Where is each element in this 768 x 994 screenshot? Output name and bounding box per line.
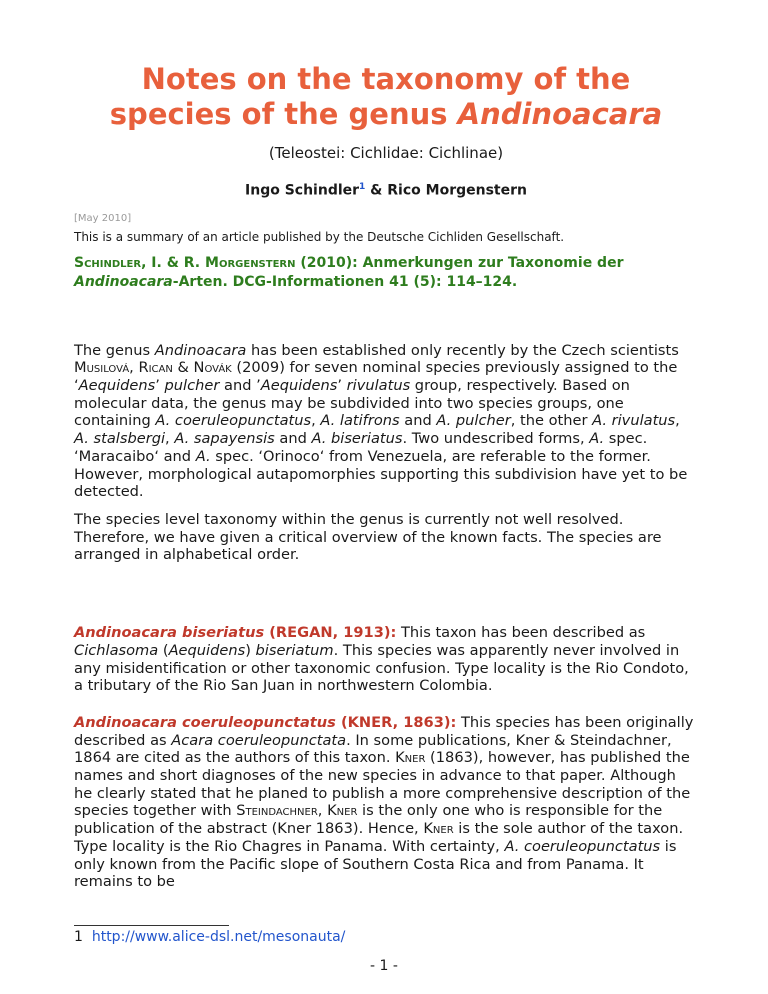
footnote-ref[interactable]: 1 — [359, 182, 366, 192]
species-entry-biseriatus: Andinoacara biseriatus (REGAN, 1913): This taxon has been described as Cichlasoma (Aequidens) biseriatum. This species was apparently never involved in any misidentification or other taxonomic confusion. Type locality is the Rio Condoto, a tributary of the Rio San Juan in northwestern Colombia. — [74, 624, 689, 695]
summary-note: This is a summary of an article published by the Deutsche Cichliden Gesellschaft. — [74, 229, 565, 244]
authors: Ingo Schindler$^1$ & Rico Morgenstern — [245, 182, 527, 199]
date: [May 2010] — [74, 212, 132, 224]
document-page — [74, 62, 698, 891]
page-number: - 1 - — [370, 958, 398, 974]
intro-paragraph-1: The genus Andinoacara has been established only recently by the Czech scientists Musilová, Rican & Novák (2009) for seven nominal species previously assigned to the ‘Aequidens’ pulcher and ’Aequidens’ rivulatus group, respectively. Based on molecular data, the genus may be subdivided into two species groups, one containing A. coeruleopunctatus, A. latifrons and A. pulcher, the other A. rivulatus, A. stalsbergi, A. sapayensis and A. biseriatus. Two undescribed forms, A. spec. ‘Maracaibo‘ and A. spec. ‘Orinoco‘ from Venezuela, are referable to the former. However, morphological autapomorphies supporting this subdivision have yet to be detected. — [74, 341, 688, 501]
page-title: Notes on the taxonomy of the species of the genus Andinoacara — [109, 62, 663, 131]
species-name: Andinoacara coeruleopunctatus — [74, 713, 336, 731]
title-genus: Andinoacara — [457, 97, 663, 131]
species-entry-coeruleopunctatus: Andinoacara coeruleopunctatus (KNER, 1863): This species has been originally described as Acara coeruleopunctata. In some publications, Kner & Steindachner, 1864 are cited as the authors of this taxon. Kner (1863), however, has published the names and short diagnoses of the new species in advance to that paper. Although he clearly stated that he planed to publish a more comprehensive description of the species together with Steindachner, Kner is the only one who is responsible for the publication of the abstract (Kner 1863). Hence, Kner is the sole author of the taxon. Type locality is the Rio Chagres in Panama. With certainty, A. coeruleopunctatus is only known from the Pacific slope of Southern Costa Rica and from Panama. It remains to be — [74, 713, 694, 891]
subtitle: (Teleostei: Cichlidae: Cichlinae) — [268, 144, 504, 162]
footnote-link[interactable]: http://www.alice-dsl.net/mesonauta/ — [91, 929, 346, 945]
citation: Schindler, I. & R. Morgenstern (2010): Anmerkungen zur Taxonomie der Andinoacara-Arten. DCG-Informationen 41 (5): 114–124. — [74, 254, 624, 290]
footnote-divider — [74, 925, 229, 926]
footnote: 1 http://www.alice-dsl.net/mesonauta/ — [74, 929, 346, 945]
intro-paragraph-2: The species level taxonomy within the genus is currently not well resolved. Therefore, we have given a critical overview of the known facts. The species are arranged in alphabetical order. — [74, 510, 662, 564]
species-name: Andinoacara biseriatus — [74, 624, 265, 642]
